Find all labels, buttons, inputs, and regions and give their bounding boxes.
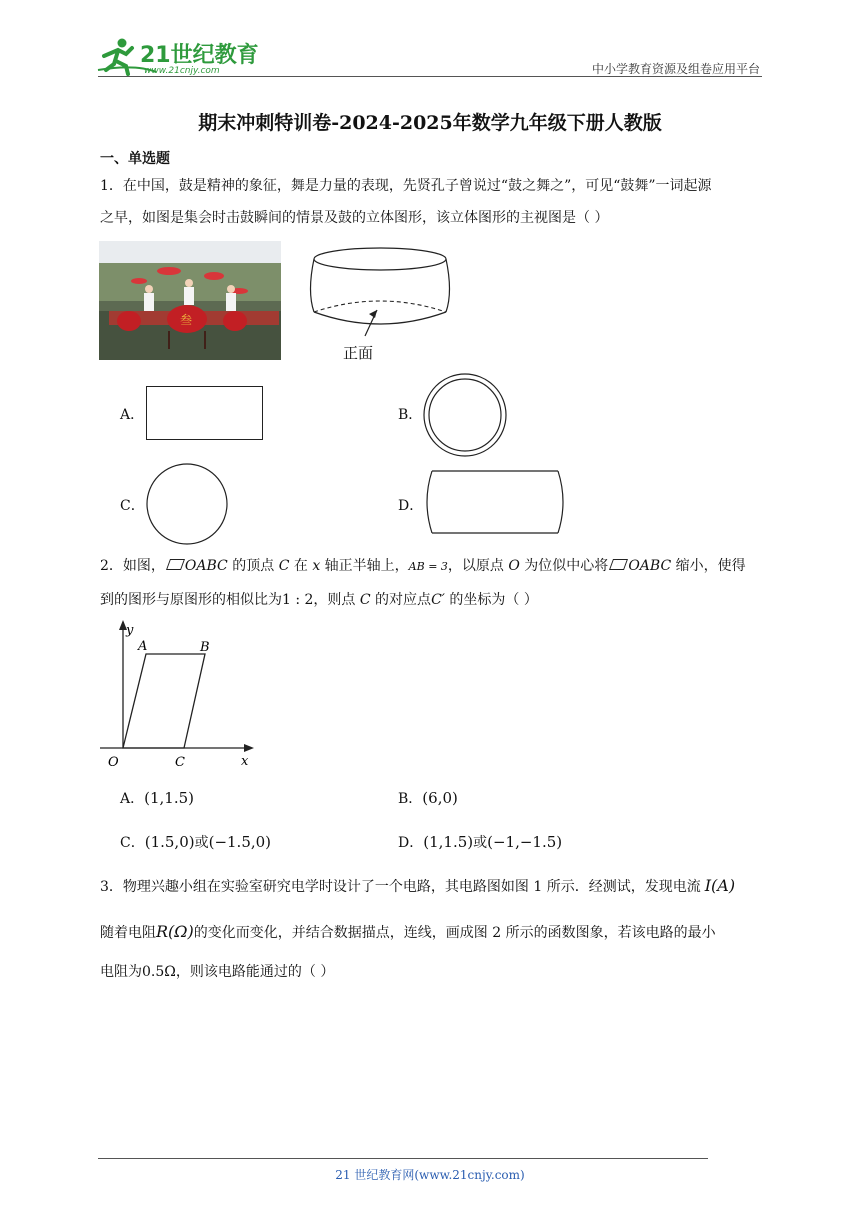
parallelogram-icon xyxy=(609,559,628,570)
footer-text: 21 世纪教育网(www.21cnjy.com) xyxy=(335,1168,525,1182)
q3-line3: 电阻为0.5Ω，则该电路能通过的（ ） xyxy=(100,964,335,980)
q2-option-a: A．(1,1.5) xyxy=(120,789,194,807)
q1-option-a-label: A． xyxy=(120,407,145,423)
logo-text: 21世纪教育 xyxy=(140,43,259,68)
point-a-label: A xyxy=(138,639,148,654)
footer-divider xyxy=(98,1158,708,1159)
q3-line2: 随着电阻R(Ω)的变化而变化，并结合数据描点，连线，画成图 2 所示的函数图象，若该电路的最小 xyxy=(100,922,716,941)
point-b-label: B xyxy=(200,640,210,655)
q1-line1: 1．在中国，鼓是精神的象征，舞是力量的表现，先贤孔子曾说过“鼓之舞之”，可见“鼓舞”一词起源 xyxy=(100,178,712,194)
photo-drum-char: 叁 xyxy=(180,313,193,327)
point-o-label: O xyxy=(108,755,119,770)
q1-line2: 之早，如图是集会时击鼓瞬间的情景及鼓的立体图形，该立体图形的主视图是（ ） xyxy=(100,210,609,226)
parallelogram-icon xyxy=(166,559,185,570)
section-heading: 一、单选题 xyxy=(100,151,170,167)
q2-option-b: B．(6,0) xyxy=(398,789,458,807)
front-label: 正面 xyxy=(343,344,374,362)
q1-option-b-double-circle xyxy=(422,372,508,458)
q1-option-c-label: C． xyxy=(120,498,145,514)
q2-option-d: D．(1,1.5)或(−1,−1.5) xyxy=(398,833,563,851)
q1-option-b-label: B． xyxy=(398,407,423,423)
q1-option-a-rectangle xyxy=(146,386,263,440)
axis-x-label: x xyxy=(241,754,249,769)
platform-name: 中小学教育资源及组卷应用平台 xyxy=(591,62,760,76)
drum-photo xyxy=(99,241,281,360)
page-title: 期末冲刺特训卷-2024-2025年数学九年级下册人教版 xyxy=(198,112,662,134)
q1-option-d-drum-front xyxy=(422,468,568,536)
q2-option-c: C．(1.5,0)或(−1.5,0) xyxy=(120,833,272,851)
q2-line1: 2．如图， OABC 的顶点 C 在 x 轴正半轴上，AB = 3，以原点 O 为位似中心将 OABC 缩小，使得 xyxy=(100,558,746,574)
q1-option-d-label: D． xyxy=(398,498,424,514)
q2-line2: 到的图形与原图形的相似比为1 : 2，则点 C 的对应点C′ 的坐标为（ ） xyxy=(100,592,538,608)
header-divider xyxy=(98,76,762,77)
drum-3d-figure xyxy=(305,244,455,364)
logo-url: www.21cnjy.com xyxy=(144,66,220,76)
q2-coordinate-figure xyxy=(96,618,266,770)
axis-y-label: y xyxy=(126,623,134,638)
q1-option-c-circle xyxy=(145,462,229,546)
site-logo xyxy=(96,34,266,78)
point-c-label: C xyxy=(175,755,185,770)
q3-line1: 3．物理兴趣小组在实验室研究电学时设计了一个电路，其电路图如图 1 所示．经测试，发现电流 I(A) xyxy=(100,876,736,895)
